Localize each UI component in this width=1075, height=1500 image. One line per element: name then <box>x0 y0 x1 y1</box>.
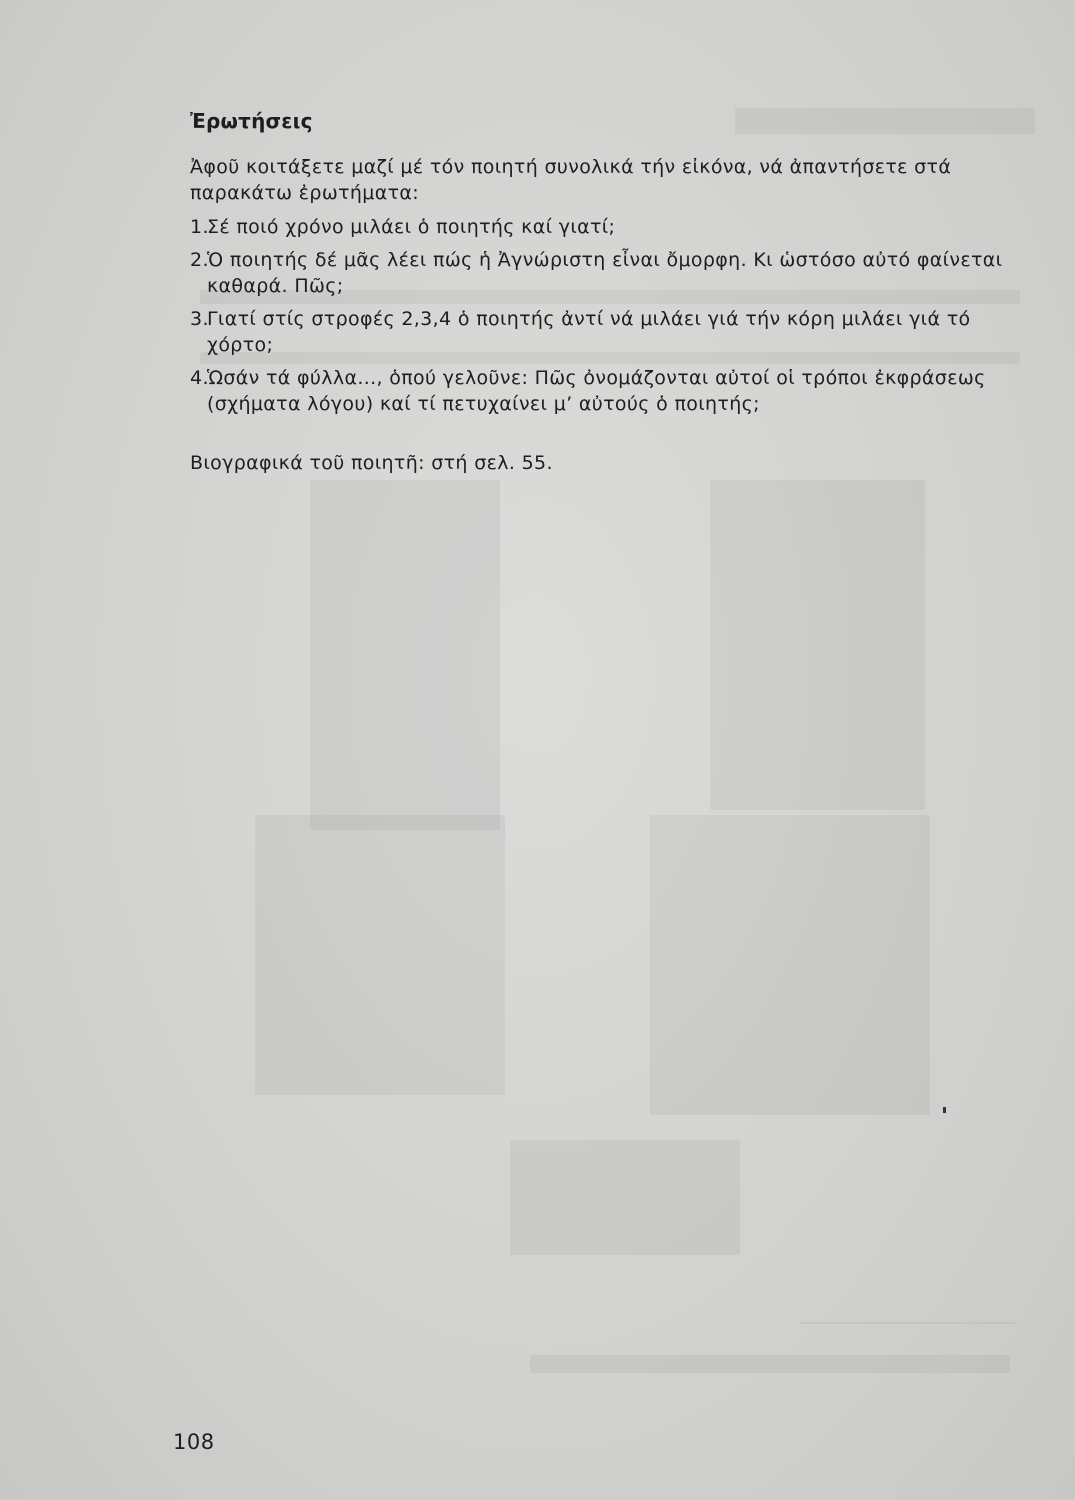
question-item <box>190 306 1040 358</box>
question-item <box>190 247 1040 299</box>
question-item <box>190 365 1040 417</box>
question-number: 1. <box>190 216 209 238</box>
section-heading: Ἐρωτήσεις <box>190 109 313 133</box>
question-text: Ὁ ποιητής δέ μᾶς λέει πώς ἡ Ἀγνώριστη εἶναι ὄμορφη. Κι ὡστόσο αὐτό φαίνεται καθαρά. Πῶς; <box>207 249 1003 297</box>
question-number: 3. <box>190 308 209 330</box>
question-text: Γιατί στίς στροφές 2,3,4 ὁ ποιητής ἀντί νά μιλάει γιά τήν κόρη μιλάει γιά τό χόρτο; <box>207 308 971 356</box>
questions-section <box>190 108 1040 476</box>
question-number: 2. <box>190 249 209 271</box>
question-list <box>190 214 1040 417</box>
biography-note: Βιογραφικά τοῦ ποιητῆ: στή σελ. 55. <box>190 452 553 474</box>
intro-paragraph: Ἀφοῦ κοιτάξετε μαζί μέ τόν ποιητή συνολικά τήν εἰκόνα, νά ἀπαντήσετε στά παρακάτω ἐρωτήματα: <box>190 156 952 204</box>
question-item <box>190 214 1040 240</box>
question-text: Σέ ποιό χρόνο μιλάει ὁ ποιητής καί γιατί; <box>207 216 616 238</box>
question-number: 4. <box>190 367 209 389</box>
page-number: 108 <box>173 1430 215 1454</box>
print-mark <box>943 1107 946 1113</box>
question-text: Ὡσάν τά φύλλα..., ὁπού γελοῦνε: Πῶς ὀνομάζονται αὐτοί οἱ τρόποι ἐκφράσεως (σχήματα λόγου) καί τί πετυχαίνει μ’ αὐτούς ὁ ποιητής; <box>207 367 986 415</box>
